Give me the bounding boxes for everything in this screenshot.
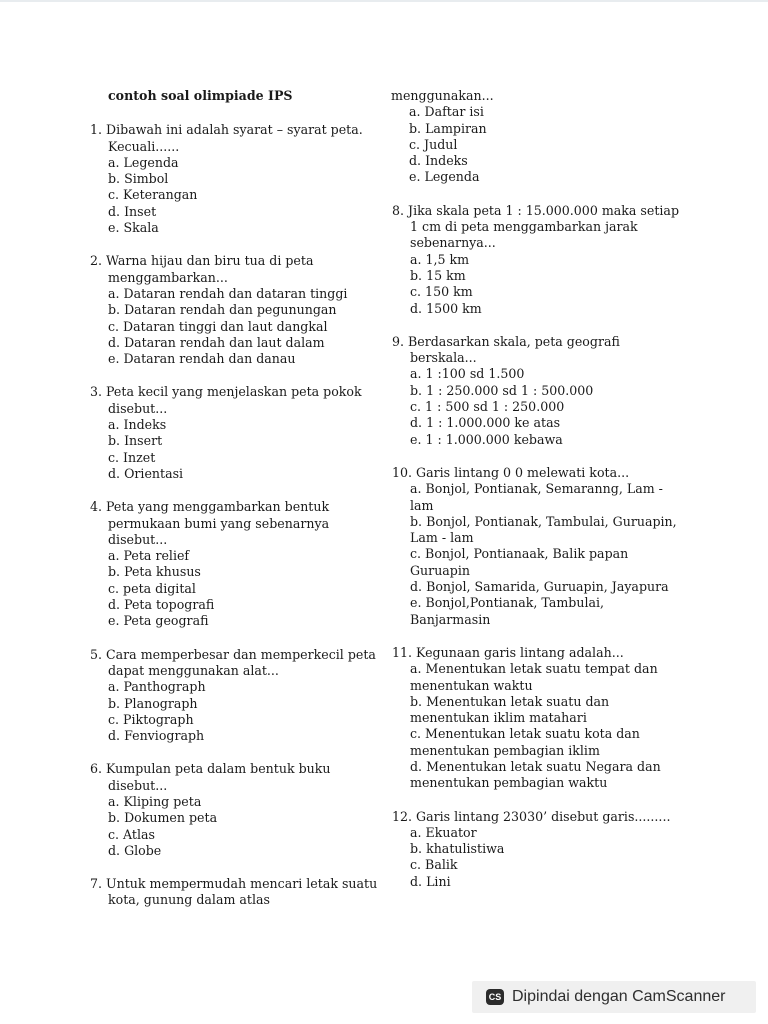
answer-option: c. Judul	[409, 136, 458, 152]
answer-option: b. Dokumen peta	[108, 810, 218, 826]
question-text: 2. Warna hijau dan biru tua di peta menggambarkan...	[90, 253, 314, 285]
answer-option: a. Legenda	[108, 154, 179, 170]
question-text: 9. Berdasarkan skala, peta geografi berskala...	[392, 333, 620, 366]
answer-option: d. Lini	[410, 873, 451, 889]
question-text-continued: menggunakan...	[391, 88, 494, 103]
answer-option: a. Ekuator	[410, 824, 477, 840]
answer-option: d. Globe	[108, 842, 162, 858]
camscanner-logo-icon: CS	[486, 989, 504, 1005]
answer-option: c. Piktograph	[108, 711, 194, 727]
answer-option: d. Bonjol, Samarida, Guruapin, Jayapura	[410, 579, 669, 595]
answer-option: b. khatulistiwa	[410, 841, 505, 857]
answer-option: b. 15 km	[410, 267, 466, 283]
answer-option: c. Dataran tinggi dan laut dangkal	[108, 318, 328, 334]
answer-option: b. Menentukan letak suatu dan menentukan iklim matahari	[410, 693, 610, 726]
answer-option: a. 1,5 km	[410, 251, 470, 267]
answer-option: a. Bonjol, Pontianak, Semaranng, Lam - lam	[410, 481, 663, 513]
answer-option: b. Bonjol, Pontianak, Tambulai, Guruapin, Lam - lam	[410, 513, 677, 546]
question-text: 5. Cara memperbesar dan memperkecil peta dapat menggunakan alat...	[90, 646, 376, 678]
answer-option: d. Dataran rendah dan laut dalam	[108, 334, 325, 350]
question-block	[90, 499, 380, 629]
question-text: 6. Kumpulan peta dalam bentuk buku disebut...	[90, 761, 331, 793]
answer-option: b. Lampiran	[409, 120, 487, 136]
answer-option: a. 1 :100 sd 1.500	[410, 366, 525, 382]
answer-option: b. Peta khusus	[108, 564, 201, 580]
answer-option: e. Dataran rendah dan danau	[108, 351, 296, 367]
answer-option: c. Menentukan letak suatu kota dan menentukan pembagian iklim	[410, 726, 640, 758]
answer-option: c. Bonjol, Pontianaak, Balik papan Guruapin	[410, 546, 629, 578]
question-block	[90, 253, 380, 367]
answer-option: b. Dataran rendah dan pegunungan	[108, 302, 337, 318]
answer-option: b. Planograph	[108, 695, 198, 711]
question-block	[392, 334, 682, 448]
answer-option: d. Fenviograph	[108, 728, 205, 744]
question-block	[90, 761, 380, 859]
answer-option: d. Inset	[108, 203, 157, 219]
answer-option: c. peta digital	[108, 580, 196, 596]
question-block-continued	[392, 88, 682, 186]
answer-option: e. 1 : 1.000.000 kebawa	[410, 431, 563, 447]
answer-option: e. Skala	[108, 220, 159, 236]
answer-option: a. Dataran rendah dan dataran tinggi	[108, 285, 348, 301]
answer-option: b. Simbol	[108, 171, 169, 187]
question-text: 10. Garis lintang 0 0 melewati kota...	[392, 464, 630, 480]
answer-option: c. 150 km	[410, 284, 473, 300]
answer-option: a. Panthograph	[108, 679, 206, 695]
question-text: 1. Dibawah ini adalah syarat – syarat peta. Kecuali......	[90, 122, 363, 154]
question-text: 4. Peta yang menggambarkan bentuk permukaan bumi yang sebenarnya disebut...	[90, 499, 330, 547]
question-block	[90, 647, 380, 745]
answer-option: d. Indeks	[409, 153, 468, 169]
answer-option: e. Bonjol,Pontianak, Tambulai, Banjarmasin	[410, 595, 605, 627]
answer-option: d. Peta topografi	[108, 597, 215, 613]
question-block	[90, 384, 380, 482]
question-block	[392, 203, 682, 317]
question-block	[90, 122, 380, 236]
question-block	[392, 809, 682, 890]
answer-option: d. Menentukan letak suatu Negara dan menentukan pembagian waktu	[410, 758, 661, 791]
answer-option: a. Menentukan letak suatu tempat dan menentukan waktu	[410, 661, 658, 693]
document-title: contoh soal olimpiade IPS	[108, 88, 293, 103]
question-text: 12. Garis lintang 23030’ disebut garis.........	[392, 808, 671, 824]
question-text: 8. Jika skala peta 1 : 15.000.000 maka setiap 1 cm di peta menggambarkan jarak sebenarnya...	[392, 202, 680, 251]
answer-option: e. Peta geografi	[108, 613, 209, 629]
question-block	[392, 465, 682, 628]
answer-option: c. 1 : 500 sd 1 : 250.000	[410, 399, 565, 415]
answer-option: c. Keterangan	[108, 187, 198, 203]
top-edge-line	[0, 0, 768, 2]
right-column	[392, 88, 682, 907]
answer-option: c. Balik	[410, 857, 458, 873]
camscanner-watermark	[472, 981, 756, 1013]
answer-option: b. Insert	[108, 433, 163, 449]
answer-option: a. Indeks	[108, 417, 167, 433]
answer-option: c. Inzet	[108, 449, 156, 465]
question-text: 11. Kegunaan garis lintang adalah...	[392, 644, 624, 660]
answer-option: d. 1500 km	[410, 300, 482, 316]
question-block	[90, 876, 380, 909]
answer-option: d. Orientasi	[108, 465, 184, 481]
answer-option: b. 1 : 250.000 sd 1 : 500.000	[410, 382, 594, 398]
answer-option: d. 1 : 1.000.000 ke atas	[410, 415, 561, 431]
answer-option: a. Peta relief	[108, 548, 190, 564]
answer-option: c. Atlas	[108, 826, 155, 842]
question-text: 7. Untuk mempermudah mencari letak suatu kota, gunung dalam atlas	[90, 876, 378, 908]
answer-option: a. Daftar isi	[409, 104, 484, 120]
question-text: 3. Peta kecil yang menjelaskan peta pokok disebut...	[90, 384, 362, 416]
question-block	[392, 645, 682, 792]
answer-option: a. Kliping peta	[108, 793, 202, 809]
watermark-text: Dipindai dengan CamScanner	[512, 988, 726, 1005]
answer-option: e. Legenda	[409, 169, 480, 185]
left-column	[90, 88, 380, 926]
